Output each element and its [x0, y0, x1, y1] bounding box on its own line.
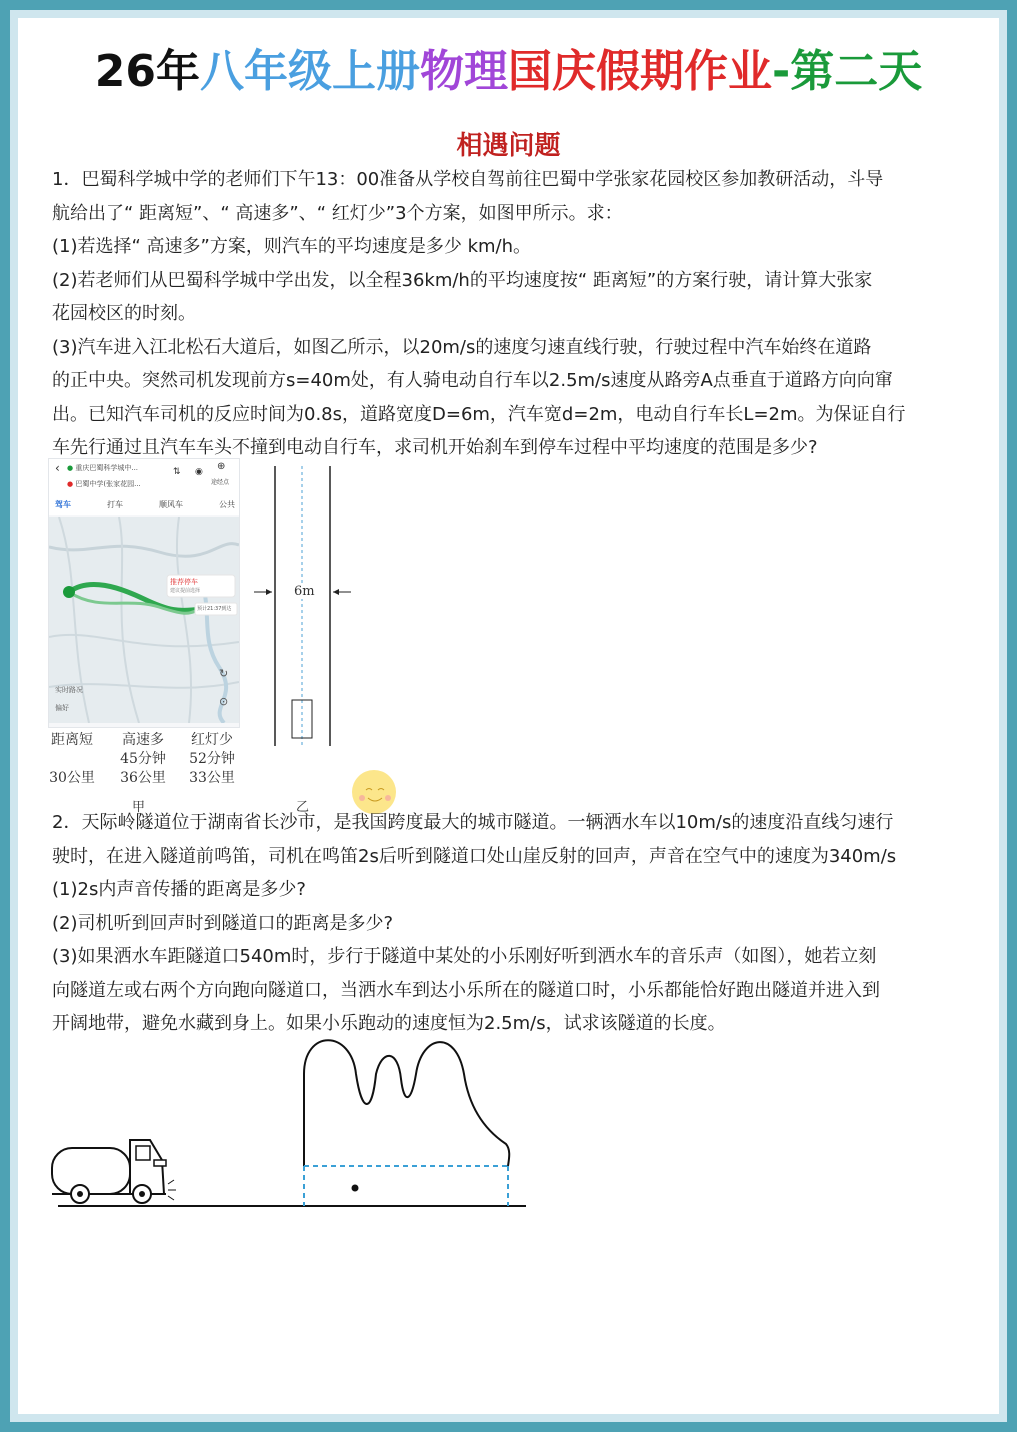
section-title: 相遇问题 [456, 131, 561, 161]
title-year: 26年 [94, 46, 200, 97]
title-homework: 国庆假期作业 [507, 46, 772, 97]
q1-line: 出。已知汽车司机的反应时间为0.8s，道路宽度D=6m，汽车宽d=2m，电动自行车长L=2m。为保证自行 [52, 403, 906, 425]
title-day: -第二天 [771, 46, 923, 97]
tab-drive: 驾车 [55, 500, 71, 509]
start-dot-icon: ● [67, 464, 74, 472]
route-fewer-lights: 红灯少 52分钟 33公里 [189, 732, 235, 786]
q1-line: (3)汽车进入江北松石大道后，如图乙所示，以20m/s的速度匀速直线行驶，行驶过程中汽车始终在道路 [52, 336, 872, 358]
mic-icon: ◉ [195, 467, 203, 477]
title-subject: 物理 [419, 46, 508, 97]
title-grade: 八年级上册 [199, 46, 420, 97]
parking-hint: 建议提前选择 [170, 588, 201, 594]
map-tabs [55, 499, 235, 510]
road-diagram [250, 466, 360, 748]
figure-yi-label: 乙 [296, 800, 310, 815]
map-area [49, 517, 239, 723]
tab-carpool: 顺风车 [159, 500, 183, 509]
q2-line: (2)司机听到回声时到隧道口的距离是多少? [52, 912, 394, 934]
add-waypoint-icon: ⊕ [217, 461, 226, 472]
back-icon: ‹ [55, 461, 60, 475]
end-dot-icon: ● [67, 480, 74, 488]
eta-label: 预计21:37到达 [197, 606, 232, 612]
q2-line: 2．天际岭隧道位于湖南省长沙市，是我国跨度最大的城市隧道。一辆洒水车以10m/s的速度沿直线匀速行 [52, 812, 894, 833]
route-short: 距离短 30公里 [49, 732, 95, 786]
q1-line: (1)若选择“ 高速多”方案，则汽车的平均速度是多少 km/h。 [52, 236, 532, 257]
map-header [49, 459, 239, 515]
q2-line: 向隧道左或右两个方向跑向隧道口，当洒水车到达小乐所在的隧道口时，小乐都能恰好跑出隧道并进入到 [52, 979, 880, 1001]
map-from: ● 重庆巴蜀科学城中... [67, 464, 139, 472]
map-to: ● 巴蜀中学(张家花园... [67, 480, 141, 488]
swap-icon: ⇅ [173, 467, 181, 477]
tab-transit: 公共 [219, 500, 235, 509]
locate-icon: ⊙ [219, 695, 229, 708]
page-title [0, 42, 1017, 102]
q1-line: 花园校区的时刻。 [52, 303, 196, 324]
road-width-label: 6m [294, 584, 315, 599]
q2-line: (3)如果洒水车距隧道口540m时，步行于隧道中某处的小乐刚好听到洒水车的音乐声（如图），她若立刻 [52, 946, 877, 967]
refresh-icon: ↻ [219, 667, 229, 680]
q2-line: (1)2s内声音传播的距离是多少? [52, 879, 306, 900]
question-2 [52, 806, 977, 1041]
q1-line: 的正中央。突然司机发现前方s=40m处，有人骑电动自行车以2.5m/s速度从路旁A点垂直于道路方向向窜 [52, 370, 893, 391]
sprinkler-truck-icon [52, 1140, 176, 1203]
route-highway: 高速多 45分钟 36公里 [120, 732, 166, 786]
q1-line: 1．巴蜀科学城中学的老师们下午13：00准备从学校自驾前往巴蜀中学张家花园校区参加教研活动，斗导 [52, 169, 884, 190]
q2-line: 驶时，在进入隧道前鸣笛，司机在鸣笛2s后听到隧道口处山崖反射的回声，声音在空气中的速度为340m/s [52, 845, 897, 867]
tunnel-diagram [46, 1034, 536, 1214]
q1-line: 车先行通过且汽车车头不撞到电动自行车，求司机开始刹车到停车过程中平均速度的范围是多少? [52, 437, 818, 458]
q1-line: 航给出了“ 距离短”、“ 高速多”、“ 红灯少”3个方案，如图甲所示。求： [52, 202, 623, 224]
traffic-toggle: 实时路况 [55, 686, 83, 694]
tab-taxi: 打车 [107, 500, 123, 509]
q2-line: 开阔地带，避免水藏到身上。如果小乐跑动的速度恒为2.5m/s，试求该隧道的长度。 [52, 1013, 726, 1034]
waypoint-label: 途经点 [211, 479, 230, 486]
figure-jia-label: 甲 [132, 800, 146, 815]
parking-badge: 推荐停车 [170, 578, 198, 586]
q1-line: (2)若老师们从巴蜀科学城中学出发，以全程36km/h的平均速度按“ 距离短”的方案行驶，请计算大张家 [52, 269, 873, 291]
navigation-map-figure [48, 458, 240, 728]
preference-button: 偏好 [55, 704, 69, 712]
question-1 [52, 163, 977, 465]
